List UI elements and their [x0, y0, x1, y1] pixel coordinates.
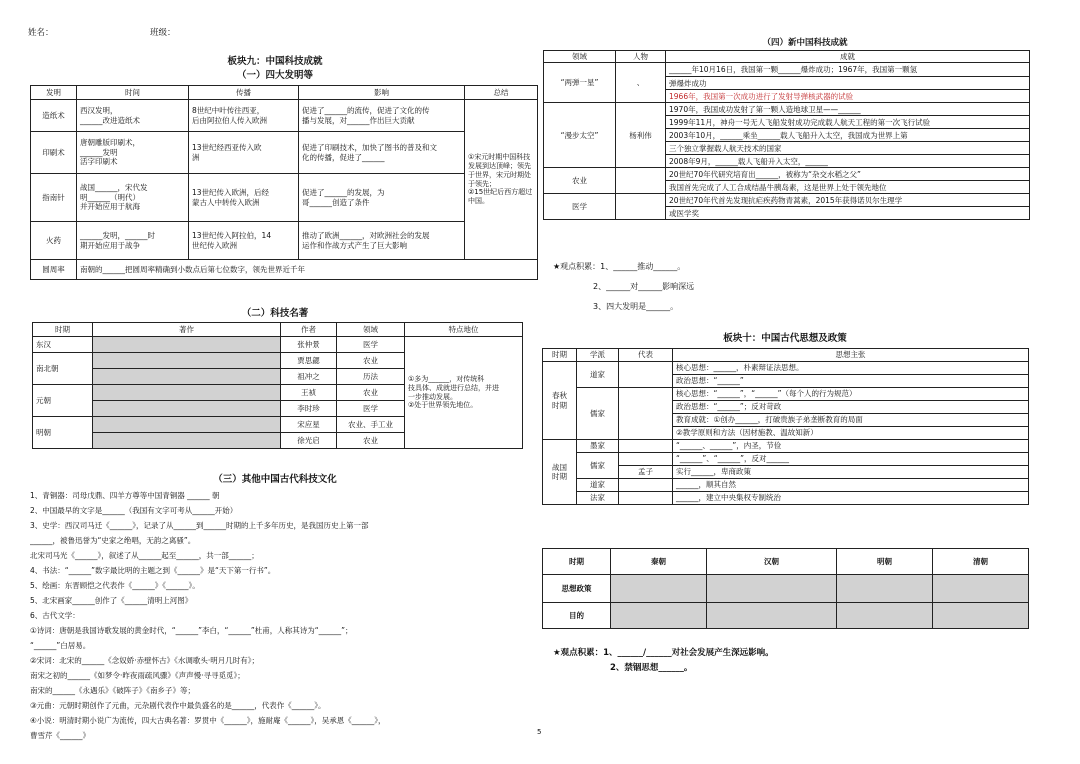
- achievement-cell: 1970年，我国成功发射了第一颗人造地球卫星——______: [666, 103, 1030, 116]
- list-line: 北宋司马光《______》，叙述了从______起至______，共一部______；: [30, 551, 259, 560]
- idea-cell: “______”、“______”，反对______: [673, 453, 1029, 466]
- section9-sub3: （三）其他中国古代科技文化: [213, 474, 337, 485]
- person-cell: 杨利伟: [616, 103, 666, 168]
- col-header: 时期: [33, 323, 93, 337]
- field-cell: 医学: [337, 337, 405, 353]
- row-header: 目的: [543, 603, 611, 629]
- table-cell: 战国______，宋代发 明______（明代） 并开始应用于航海: [77, 174, 189, 222]
- col-header: 清朝: [933, 549, 1029, 575]
- author-cell: 祖冲之: [281, 369, 337, 385]
- page-number: 5: [537, 728, 542, 736]
- list-line: 南宋的______《永遇乐》《破阵子》《南乡子》等；: [30, 686, 195, 695]
- section4-title: （四）新中国科技成就: [762, 38, 848, 48]
- period-cell: 南北朝: [33, 353, 93, 385]
- idea-cell: ______，建立中央集权专制统治: [673, 492, 1029, 505]
- idea-cell: 实行______，卑商政策: [673, 466, 1029, 479]
- col-header: 时期: [543, 349, 577, 362]
- list-line: 4、书法：“______”数字最比明的主题之到《______》是“天下第一行书”。: [30, 566, 276, 575]
- answer-blank: [93, 353, 281, 369]
- table-cell: 13世纪传入阿拉伯，14 世纪传入欧洲: [189, 222, 299, 260]
- rep-blank: [619, 362, 673, 388]
- table-cell: 造纸术: [31, 100, 77, 132]
- view-line-2: 2、______对______影响深远: [593, 282, 695, 291]
- achievement-cell: 1999年11月，神舟一号无人飞船发射成功完成载人航天工程的第一次飞行试验: [666, 116, 1030, 129]
- list-line: ③元曲：元朝时期创作了元曲，元杂剧代表作中最负盛名的是______，代表作《______》。: [30, 701, 326, 710]
- achievement-cell: 20世纪70年代首先发现抗疟疾药物青蒿素，2015年获得诺贝尔生理学: [666, 194, 1030, 207]
- col-header: 影响: [299, 86, 465, 100]
- field-cell: 农业: [337, 385, 405, 401]
- field-cell: “两弹一星”: [544, 63, 616, 103]
- table-cell: 圆周率: [31, 260, 77, 280]
- table-cell: 唐朝雕版印刷术， ______发明 活字印刷术: [77, 132, 189, 174]
- achievement-cell: 弹爆炸成功: [666, 77, 1030, 90]
- table-cell: 火药: [31, 222, 77, 260]
- achievement-cell: 2008年9月，______载人飞船升入太空，______: [666, 155, 1030, 168]
- table-cell: 促进了______的流传，促进了文化的传 播与发展，对______作出巨大贡献: [299, 100, 465, 132]
- field-cell: 农业、手工业: [337, 417, 405, 433]
- list-line: 6、古代文学：: [30, 611, 80, 620]
- section9-title: 板块九：中国科技成就: [227, 56, 323, 67]
- period-cell: 战国 时期: [543, 440, 577, 505]
- col-header: 秦朝: [611, 549, 707, 575]
- inventions-table: [30, 85, 538, 280]
- name-label: 姓名：: [28, 28, 54, 38]
- section10-title: 板块十：中国古代思想及政策: [723, 333, 847, 344]
- col-header: 特点地位: [405, 323, 523, 337]
- school-cell: 墨家: [577, 440, 619, 453]
- achievement-cell: 三个独立掌握载人航天技术的国家: [666, 142, 1030, 155]
- answer-blank: [933, 603, 1029, 629]
- table-cell: 13世纪经西亚传入欧 洲: [189, 132, 299, 174]
- school-cell: 法家: [577, 492, 619, 505]
- view10-line-2: 2、禁锢思想______。: [610, 663, 693, 673]
- other-tech-list: [30, 488, 535, 743]
- author-cell: 宋应星: [281, 417, 337, 433]
- rep-blank: [619, 479, 673, 492]
- list-line: ①诗词：唐朝是我国诗歌发展的黄金时代，“______”李白，“______”杜甫，人称其诗为“______”；: [30, 626, 353, 635]
- list-line: 曹雪芹《______》: [30, 731, 90, 740]
- answer-blank: [93, 385, 281, 401]
- field-cell: “漫步太空”: [544, 103, 616, 168]
- field-cell: 历法: [337, 369, 405, 385]
- row-header: 思想政策: [543, 575, 611, 603]
- school-cell: 儒家: [577, 453, 619, 479]
- achievement-cell-red: 1966年，我国第一次成功进行了发射导弹核武器的试验: [666, 90, 1030, 103]
- achievement-cell: 20世纪70年代研究培育出______，被称为“杂交水稻之父”: [666, 168, 1030, 181]
- list-line: 1、青铜器：司母戊鼎、四羊方尊等中国青铜器 ______ 朝: [30, 491, 220, 500]
- author-cell: 徐光启: [281, 433, 337, 449]
- col-header: 时期: [543, 549, 611, 575]
- table-cell: 13世纪传入欧洲，后经 蒙古人中转传入欧洲: [189, 174, 299, 222]
- author-cell: 李时珍: [281, 401, 337, 417]
- rep-blank: [619, 453, 673, 466]
- dynasty-table: [542, 548, 1029, 629]
- person-cell: 、: [616, 63, 666, 103]
- idea-cell: 政治思想：“______”: [673, 375, 1029, 388]
- answer-blank: [93, 337, 281, 353]
- achievement-cell: 2003年10月，______乘坐______载人飞船升入太空，我国成为世界上第: [666, 129, 1030, 142]
- school-cell: 道家: [577, 362, 619, 388]
- answer-blank: [611, 603, 707, 629]
- achievement-cell: 或医学奖: [666, 207, 1030, 220]
- author-cell: 王祯: [281, 385, 337, 401]
- list-line: 2、中国最早的文字是______（我国有文字可考从______开始）: [30, 506, 238, 515]
- classics-table: [32, 322, 523, 449]
- table-cell: 西汉发明， ______改进造纸术: [77, 100, 189, 132]
- period-cell: 明朝: [33, 417, 93, 449]
- section9-sub1: （一）四大发明等: [236, 70, 313, 81]
- view10-line-1: ★观点积累：1、______/______对社会发展产生深远影响。: [553, 648, 774, 658]
- answer-blank: [707, 603, 837, 629]
- answer-blank: [837, 575, 933, 603]
- answer-blank: [933, 575, 1029, 603]
- idea-cell: “______、______”，内圣，节俭: [673, 440, 1029, 453]
- field-cell: 农业: [544, 168, 616, 194]
- list-line: ______，被鲁迅誉为“史家之绝唱，无韵之离骚”。: [30, 536, 196, 545]
- idea-cell: 核心思想：______，朴素辩证法思想。: [673, 362, 1029, 375]
- field-cell: 农业: [337, 353, 405, 369]
- list-line: 5、绘画：东晋顾恺之代表作《______》《______》。: [30, 581, 200, 590]
- col-header: 传播: [189, 86, 299, 100]
- field-cell: 医学: [544, 194, 616, 220]
- class-label: 班级：: [150, 28, 176, 38]
- features-cell: ①多为______，对传统科 技具体、成就进行总结，并进 一步推动发展。 ②处于世界领先地位。: [405, 337, 523, 449]
- col-header: 总结: [465, 86, 538, 100]
- list-line: 3、史学：西汉司马迁《______》，记录了从______到______时期的上千多年历史，是我国历史上第一部: [30, 521, 369, 530]
- author-cell: 贾思勰: [281, 353, 337, 369]
- col-header: 作者: [281, 323, 337, 337]
- thought-table: [542, 348, 1029, 505]
- idea-cell: 核心思想：“______”，“______”（每个人的行为规范）: [673, 388, 1029, 401]
- table-cell: 南朝的______把圆周率精确到小数点后第七位数字，领先世界近千年: [77, 260, 538, 280]
- list-line: “______”白居易。: [30, 641, 91, 650]
- new-china-table: [543, 50, 1030, 220]
- answer-blank: [93, 433, 281, 449]
- idea-cell: 政治思想：“______”；反对苛政: [673, 401, 1029, 414]
- col-header: 代表: [619, 349, 673, 362]
- rep-blank: [619, 388, 673, 440]
- person-cell: [616, 168, 666, 194]
- idea-cell: ______，顺其自然: [673, 479, 1029, 492]
- summary-cell: ①宋元时期中国科技发展到达顶峰；领先于世界，宋元时期处于领先； ②15世纪后西方超过中国。: [465, 100, 538, 260]
- list-line: 5、北宋画家______创作了《______清明上河图》: [30, 596, 193, 605]
- answer-blank: [93, 401, 281, 417]
- answer-blank: [93, 369, 281, 385]
- table-cell: 指南针: [31, 174, 77, 222]
- rep-cell: 孟子: [619, 466, 673, 479]
- rep-blank: [619, 492, 673, 505]
- period-cell: 春秋 时期: [543, 362, 577, 440]
- col-header: 领域: [544, 51, 616, 63]
- col-header: 发明: [31, 86, 77, 100]
- idea-cell: ②教学原则和方法（因材施教、温故知新）: [673, 427, 1029, 440]
- author-cell: 张仲景: [281, 337, 337, 353]
- answer-blank: [93, 417, 281, 433]
- school-cell: 儒家: [577, 388, 619, 440]
- view-line-1: ★观点积累：1、______推动______。: [553, 262, 686, 271]
- list-line: ④小说：明清时期小说广为流传，四大古典名著：罗贯中《______》，施耐庵《______》，吴承恩《______》，: [30, 716, 386, 725]
- answer-blank: [707, 575, 837, 603]
- col-header: 明朝: [837, 549, 933, 575]
- achievement-cell: ______年10月16日，我国第一颗______爆炸成功；1967年，我国第一颗氢: [666, 63, 1030, 77]
- col-header: 著作: [93, 323, 281, 337]
- period-cell: 元朝: [33, 385, 93, 417]
- list-line: 南宋之初的______《如梦令·昨夜雨疏风骤》《声声慢·寻寻觅觅》；: [30, 671, 245, 680]
- col-header: 学派: [577, 349, 619, 362]
- idea-cell: 教育成就：①创办______，打破贵族子弟垄断教育的局面: [673, 414, 1029, 427]
- section9-sub2: （二）科技名著: [241, 308, 309, 319]
- rep-blank: [619, 440, 673, 453]
- table-cell: 8世纪中叶传往西亚， 后由阿拉伯人传入欧洲: [189, 100, 299, 132]
- period-cell: 东汉: [33, 337, 93, 353]
- answer-blank: [611, 575, 707, 603]
- table-cell: ______发明，______时 期开始应用于战争: [77, 222, 189, 260]
- table-cell: 促进了______的发展，为 哥______创造了条件: [299, 174, 465, 222]
- view-line-3: 3、四大发明是______。: [593, 302, 679, 311]
- table-cell: 印刷术: [31, 132, 77, 174]
- person-cell: [616, 194, 666, 220]
- table-cell: 促进了印刷技术，加快了图书的普及和文 化的传播，促进了______: [299, 132, 465, 174]
- table-cell: 推动了欧洲______，对欧洲社会的发展 运作和作战方式产生了巨大影响: [299, 222, 465, 260]
- list-line: ②宋词：北宋的______《念奴娇·赤壁怀古》《水调歌头·明月几时有》；: [30, 656, 259, 665]
- col-header: 思想主张: [673, 349, 1029, 362]
- col-header: 成就: [666, 51, 1030, 63]
- school-cell: 道家: [577, 479, 619, 492]
- field-cell: 医学: [337, 401, 405, 417]
- col-header: 汉朝: [707, 549, 837, 575]
- field-cell: 农业: [337, 433, 405, 449]
- achievement-cell: 我国首先完成了人工合成结晶牛胰岛素，这是世界上处于领先地位: [666, 181, 1030, 194]
- col-header: 人物: [616, 51, 666, 63]
- col-header: 时间: [77, 86, 189, 100]
- answer-blank: [837, 603, 933, 629]
- col-header: 领域: [337, 323, 405, 337]
